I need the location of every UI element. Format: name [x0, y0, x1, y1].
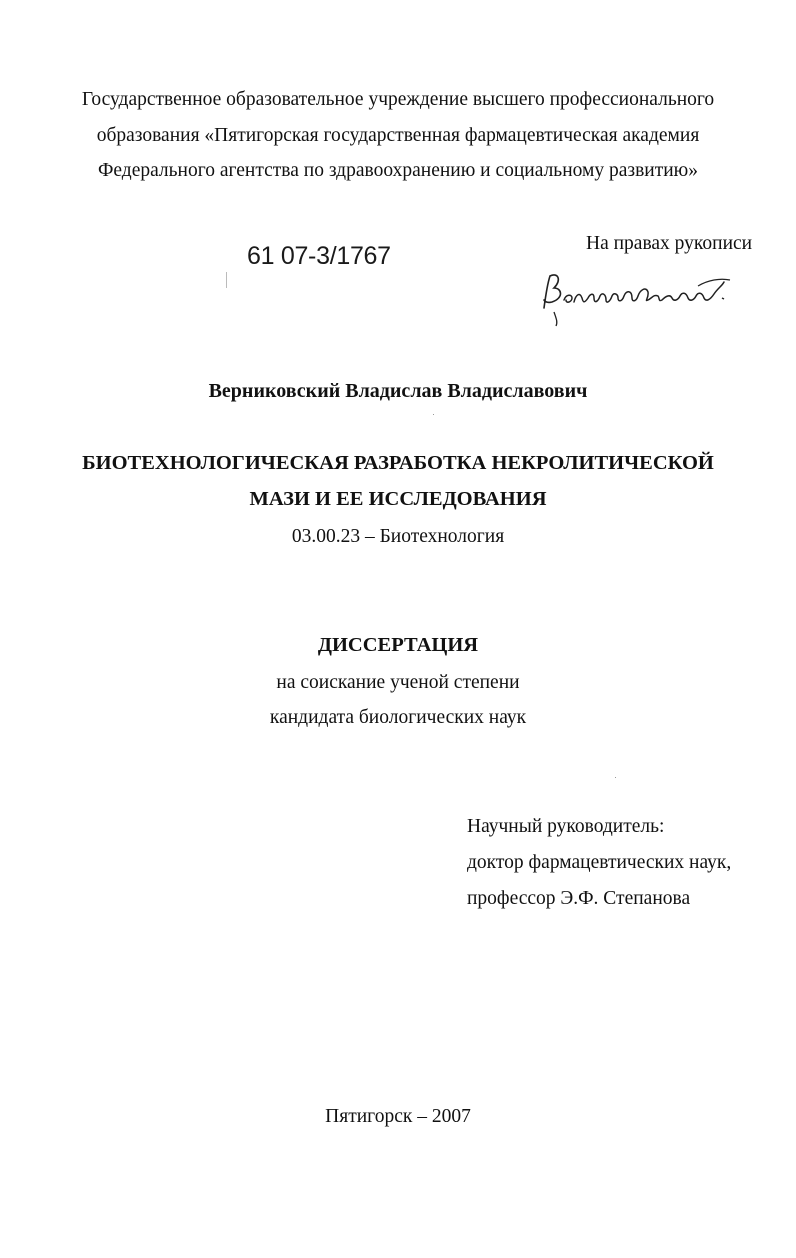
advisor-degree: доктор фармацевтических наук,	[467, 852, 732, 873]
thesis-title-line-1: БИОТЕХНОЛОГИЧЕСКАЯ РАЗРАБОТКА НЕКРОЛИТИЧЕСКОЙ	[82, 452, 714, 474]
thesis-title-line-2: МАЗИ И ЕЕ ИССЛЕДОВАНИЯ	[249, 488, 547, 510]
scan-speck	[615, 777, 616, 778]
place-year: Пятигорск – 2007	[325, 1106, 471, 1127]
institution-line-3: Федерального агентства по здравоохранению и социальному развитию»	[97, 160, 699, 181]
advisor-label: Научный руководитель:	[467, 816, 665, 837]
author-signature	[536, 268, 736, 328]
stamp-mark	[226, 272, 227, 288]
degree-line-1: на соискание ученой степени	[276, 672, 520, 693]
institution-line-1: Государственное образовательное учреждение высшего профессионального	[81, 89, 715, 110]
manuscript-rights-label: На правах рукописи	[586, 233, 753, 254]
dissertation-heading: ДИССЕРТАЦИЯ	[317, 634, 479, 656]
advisor-name: профессор Э.Ф. Степанова	[467, 888, 691, 909]
degree-line-2: кандидата биологических наук	[269, 707, 527, 728]
author-name: Верниковский Владислав Владиславович	[208, 380, 588, 402]
specialty-code: 03.00.23 – Биотехнология	[291, 526, 505, 547]
institution-line-2: образования «Пятигорская государственная фармацевтическая академия	[96, 125, 700, 146]
scan-speck	[433, 414, 434, 415]
library-stamp-code: 61 07-3/1767	[247, 242, 391, 270]
